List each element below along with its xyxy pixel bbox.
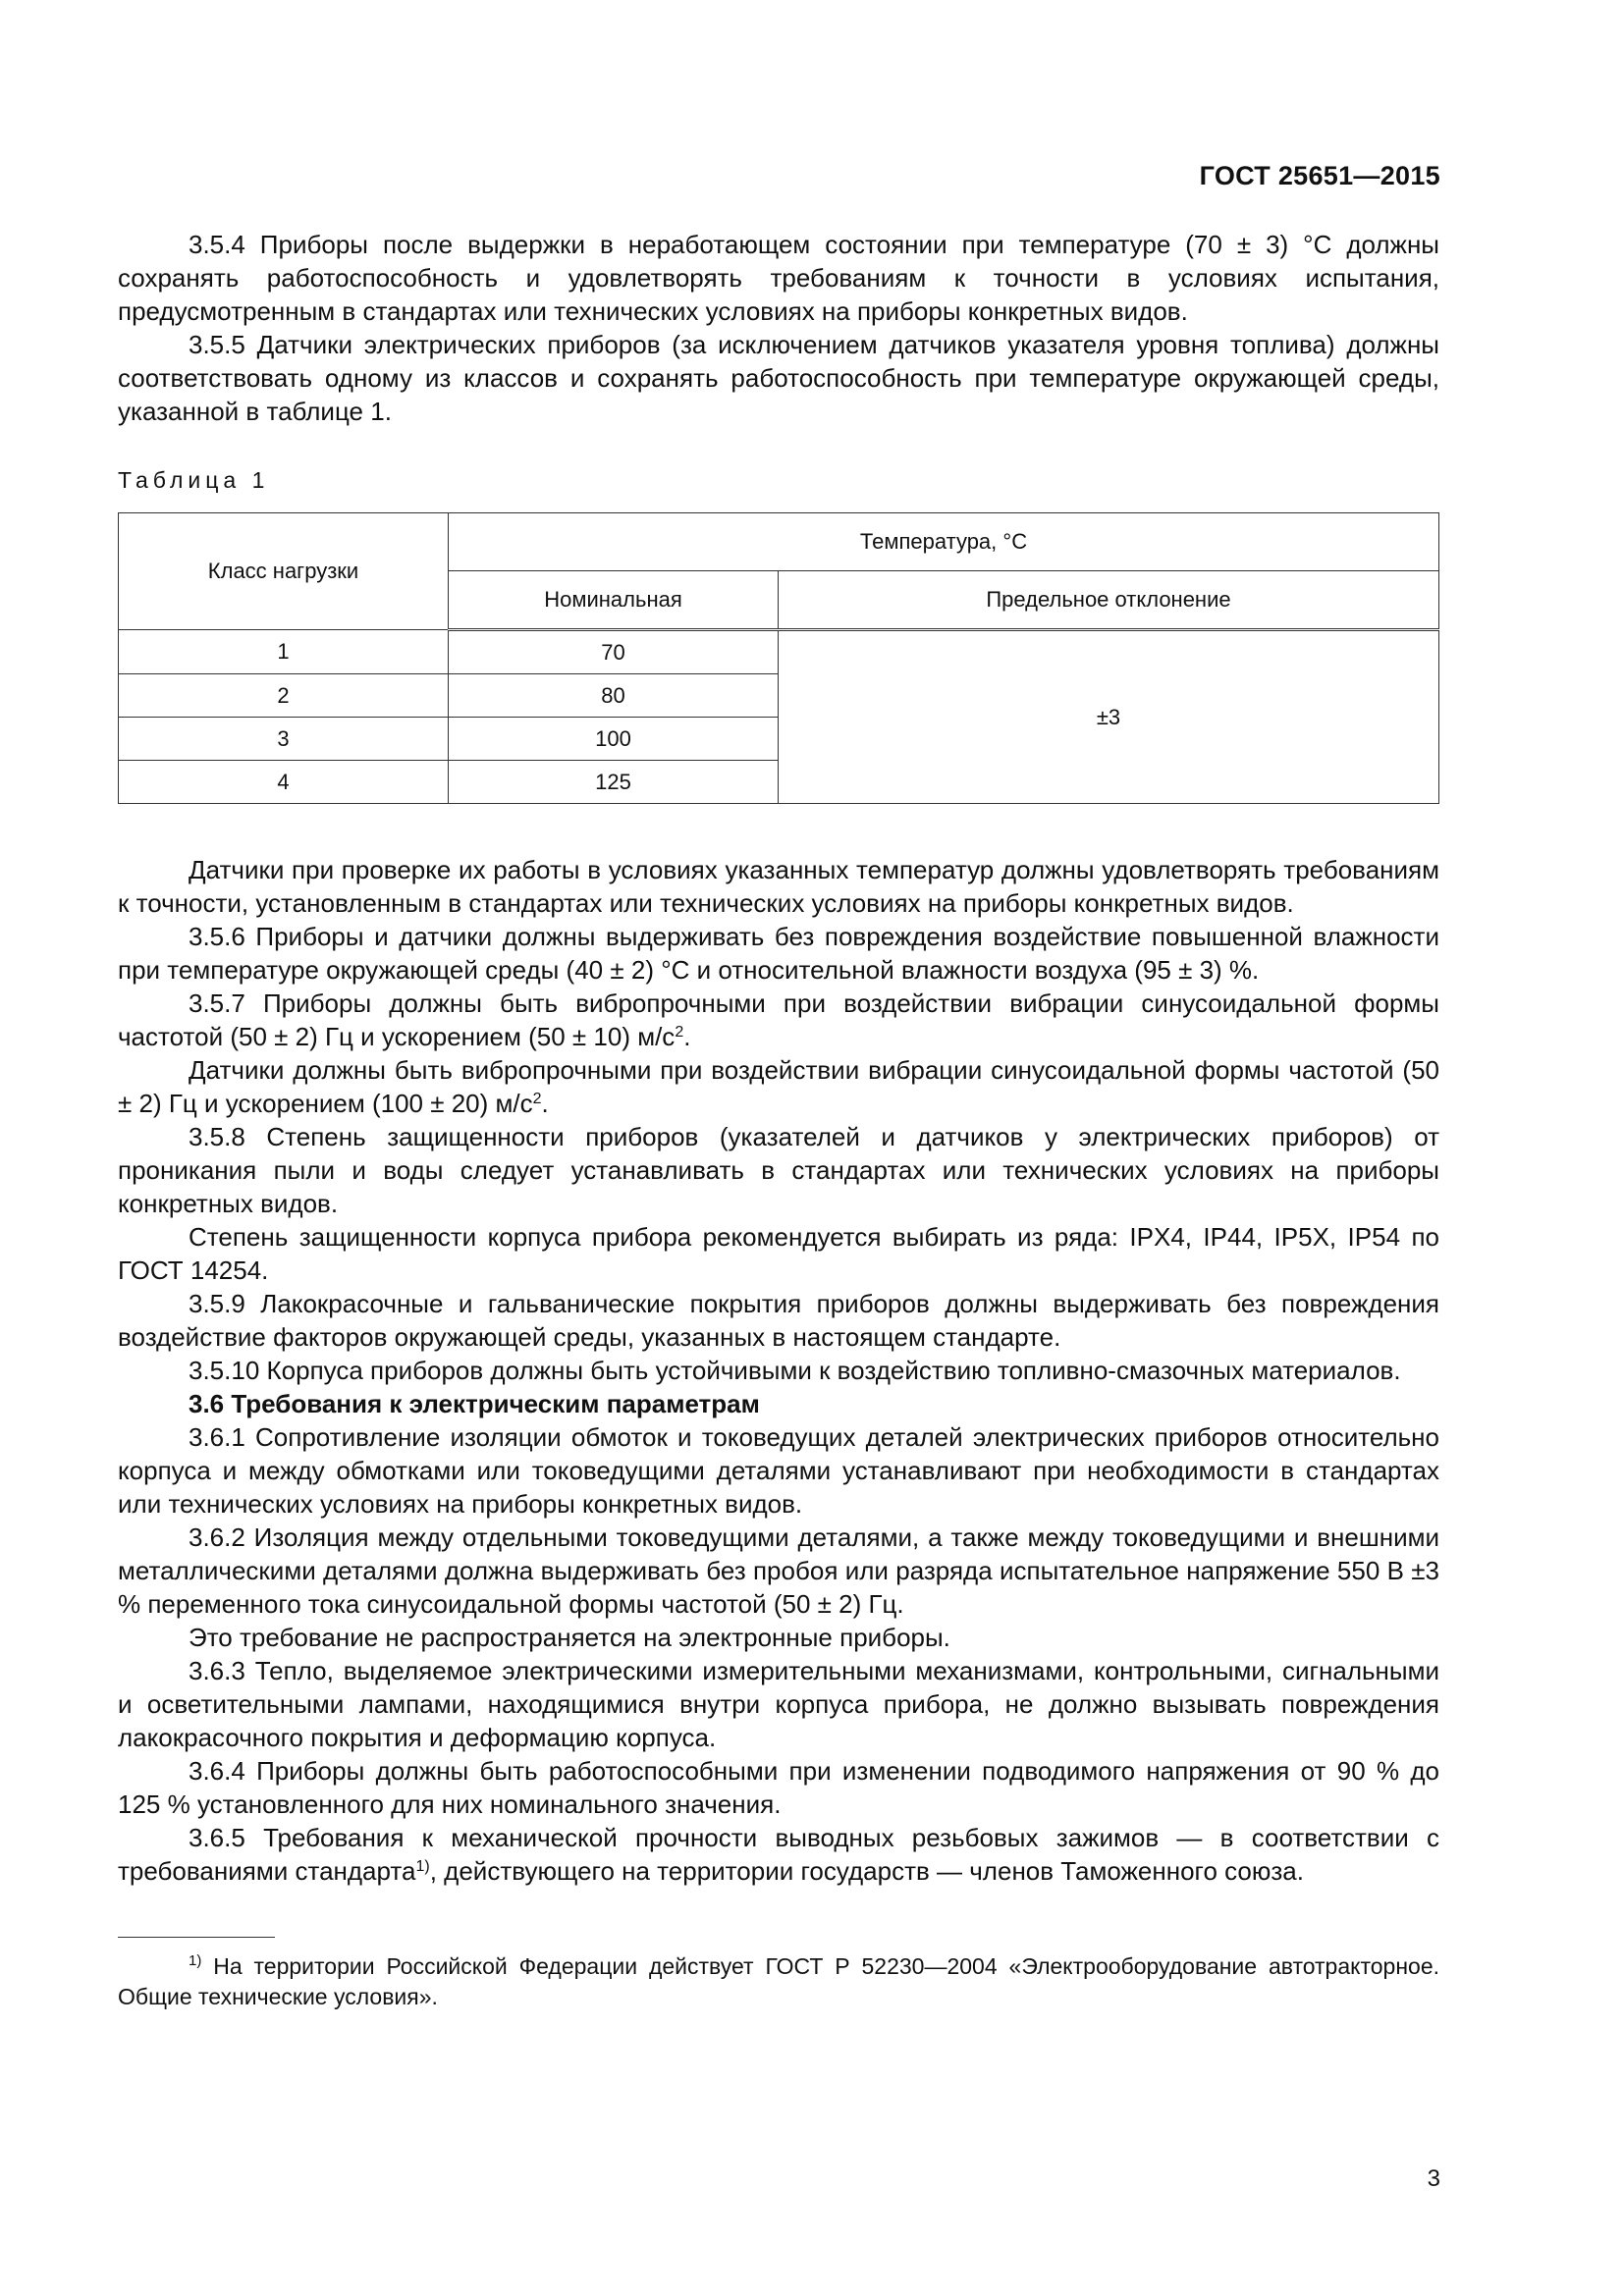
cell-load-class: 3	[119, 718, 449, 761]
paragraph-3-5-6: 3.5.6 Приборы и датчики должны выдерживать без повреждения воздействие повышенной влажности при температуре окружающей среды (40 ± 2) °С и относительной влажности воздуха (95 ± 3) %.	[118, 922, 1439, 985]
header-load-class: Класс нагрузки	[119, 513, 449, 630]
paragraph-3-6-2: 3.6.2 Изоляция между отдельными токоведущими деталями, а также между токоведущими и внешними металлическими деталями должна выдерживать без пробоя или разряда испытательное напряжение 550 В ±3 % переменного тока синусоидальной формы частотой (50 ± 2) Гц.	[118, 1522, 1439, 1619]
page-content	[118, 228, 1439, 2012]
paragraph-3-5-9: 3.5.9 Лакокрасочные и гальванические покрытия приборов должны выдерживать без повреждения воздействие факторов окружающей среды, указанных в настоящем стандарте.	[118, 1289, 1439, 1352]
paragraph-3-5-8: 3.5.8 Степень защищенности приборов (указателей и датчиков у электрических приборов) от проникания пыли и воды следует устанавливать в стандартах или технических условиях на приборы конкретных видов.	[118, 1122, 1439, 1218]
paragraph-3-5-7	[118, 987, 1439, 1053]
cell-nominal: 80	[449, 674, 779, 718]
header-deviation: Предельное отклонение	[779, 571, 1439, 630]
temperature-table	[118, 512, 1439, 804]
superscript: 2	[675, 1024, 684, 1041]
standard-code-header: ГОСТ 25651—2015	[1199, 161, 1440, 190]
superscript: 2	[532, 1091, 542, 1107]
paragraph-3-5-7-sensors	[118, 1053, 1439, 1120]
footnote-marker: 1)	[189, 1952, 202, 1969]
header-temperature: Температура, °С	[449, 513, 1439, 571]
footnote-text: На территории Российской Федерации действует ГОСТ Р 52230—2004 «Электрооборудование автотракторное. Общие технические условия».	[118, 1953, 1439, 2009]
cell-nominal: 100	[449, 718, 779, 761]
paragraph-3-5-7-text: 3.5.7 Приборы должны быть вибропрочными при воздействии вибрации синусоидальной формы частотой (50 ± 2) Гц и ускорением (50 ± 10) м/с	[118, 988, 1439, 1051]
table-caption: Таблица 1	[118, 467, 270, 493]
paragraph-3-6-4: 3.6.4 Приборы должны быть работоспособными при изменении подводимого напряжения от 90 % до 125 % установленного для них номинального значения.	[118, 1756, 1439, 1819]
cell-load-class: 1	[119, 630, 449, 674]
table-row	[119, 630, 1439, 674]
cell-nominal: 70	[449, 630, 779, 674]
paragraph-after-table: Датчики при проверке их работы в условиях указанных температур должны удовлетворять требованиям к точности, установленным в стандартах или технических условиях на приборы конкретных видов.	[118, 855, 1439, 918]
paragraph-3-5-10: 3.5.10 Корпуса приборов должны быть устойчивыми к воздействию топливно-смазочных материалов.	[189, 1356, 1401, 1385]
section-3-6-heading: 3.6 Требования к электрическим параметрам	[189, 1389, 760, 1418]
footnote-divider	[118, 1937, 275, 1938]
paragraph-3-5-7-sensors-text: Датчики должны быть вибропрочными при воздействии вибрации синусоидальной формы частотой (50 ± 2) Гц и ускорением (100 ± 20) м/с	[118, 1055, 1439, 1118]
paragraph-3-6-1: 3.6.1 Сопротивление изоляции обмоток и токоведущих деталей электрических приборов относительно корпуса и между обмотками или токоведущими деталями устанавливают при необходимости в стандартах или технических условиях на приборы конкретных видов.	[118, 1422, 1439, 1519]
cell-nominal: 125	[449, 761, 779, 804]
paragraph-end: .	[683, 1022, 691, 1051]
cell-load-class: 4	[119, 761, 449, 804]
paragraph-3-6-5	[118, 1821, 1439, 1888]
footnote-ref: 1)	[415, 1858, 430, 1875]
header-nominal: Номинальная	[449, 571, 779, 630]
paragraph-3-6-2-note: Это требование не распространяется на электронные приборы.	[189, 1623, 950, 1652]
paragraph-3-5-4: 3.5.4 Приборы после выдержки в неработающем состоянии при температуре (70 ± 3) °С должны сохранять работоспособность и удовлетворять требованиям к точности в условиях испытания, предусмотренным в стандартах или технических условиях на приборы конкретных видов.	[118, 230, 1439, 326]
cell-deviation: ±3	[779, 630, 1439, 804]
paragraph-end: , действующего на территории государств — членов Таможенного союза.	[429, 1856, 1304, 1886]
paragraph-3-5-5: 3.5.5 Датчики электрических приборов (за исключением датчиков указателя уровня топлива) должны соответствовать одному из классов и сохранять работоспособность при температуре окружающей среды, указанной в таблице 1.	[118, 330, 1439, 426]
cell-load-class: 2	[119, 674, 449, 718]
paragraph-end: .	[541, 1089, 549, 1118]
paragraph-3-5-8-ip: Степень защищенности корпуса прибора рекомендуется выбирать из ряда: IPX4, IP44, IP5X, IP54 по ГОСТ 14254.	[118, 1222, 1439, 1285]
paragraph-3-6-5-text: 3.6.5 Требования к механической прочности выводных резьбовых зажимов — в соответствии с требованиями стандарта	[118, 1823, 1439, 1886]
paragraph-3-6-3: 3.6.3 Тепло, выделяемое электрическими измерительными механизмами, контрольными, сигнальными и осветительными лампами, находящимися внутри корпуса прибора, не должно вызывать повреждения лакокрасочного покрытия и деформацию корпуса.	[118, 1656, 1439, 1752]
footnote	[118, 1951, 1439, 2012]
page-number: 3	[1427, 2165, 1440, 2192]
